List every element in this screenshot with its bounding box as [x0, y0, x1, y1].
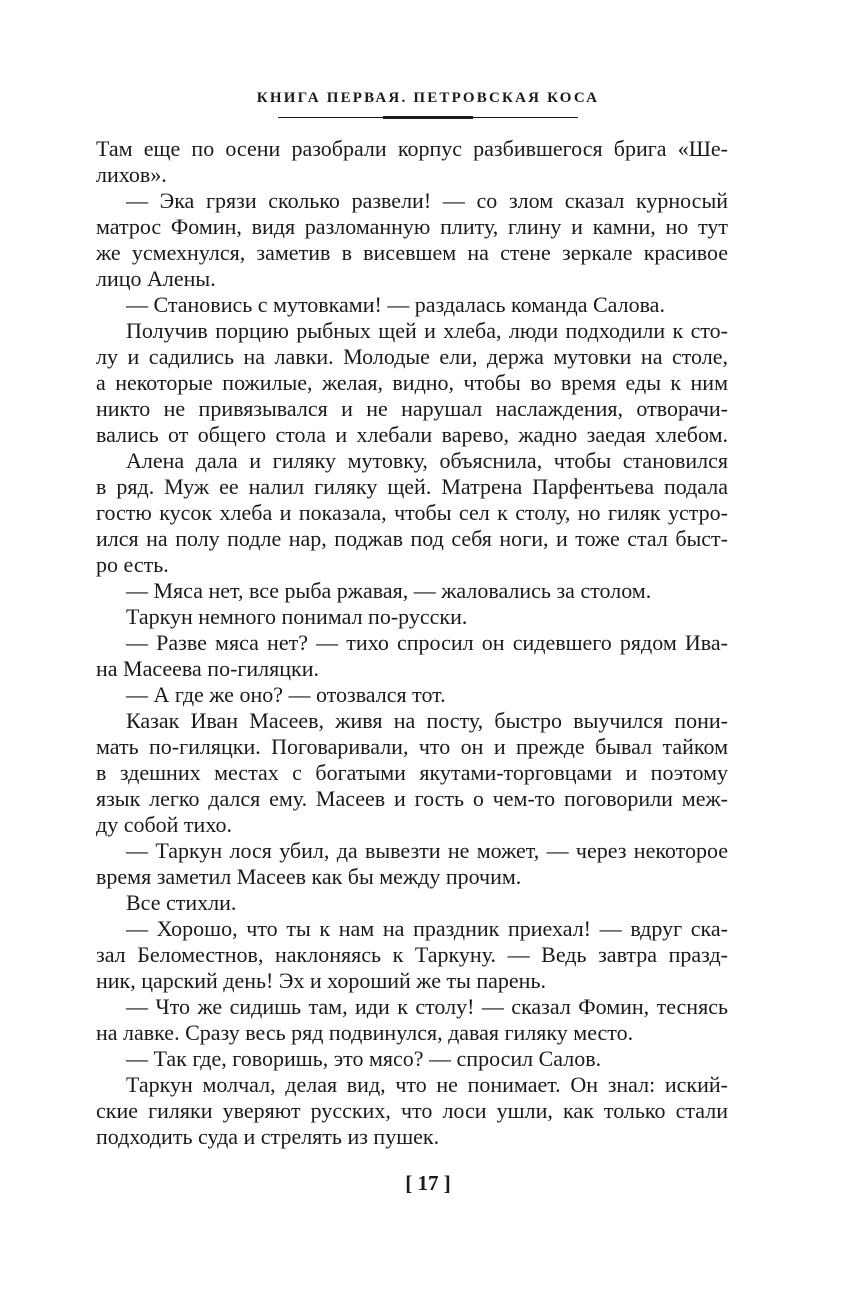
text-line: ские гиляки уверяют русских, что лоси ушли, как только стали — [96, 1098, 728, 1123]
text-line: — Хорошо, что ты к нам на праздник приехал! — вдруг ска- — [126, 916, 728, 941]
text-line: на Масеева по-гиляцки. — [96, 656, 320, 681]
text-line: ро есть. — [96, 552, 169, 577]
text-line: — Таркун лося убил, да вывезти не может, — через некоторое — [126, 838, 728, 863]
text-line: гостю кусок хлеба и показала, чтобы сел к столу, но гиляк устро- — [96, 500, 728, 525]
text-line: — Так где, говоришь, это мясо? — спросил Салов. — [126, 1046, 602, 1071]
text-line: Таркун молчал, делая вид, что не понимает. Он знал: иский- — [126, 1072, 728, 1097]
text-line: — Становись с мутовками! — раздалась команда Салова. — [126, 292, 665, 317]
text-line: вались от общего стола и хлебали варево, жадно заедая хлебом. — [96, 422, 728, 447]
text-line: а некоторые пожилые, желая, видно, чтобы во время еды к ним — [96, 370, 728, 395]
text-line: в здешних местах с богатыми якутами-торговцами и поэтому — [96, 760, 728, 785]
text-line: мать по-гиляцки. Поговаривали, что он и прежде бывал тайком — [96, 734, 728, 759]
running-head: КНИГА ПЕРВАЯ. ПЕТРОВСКАЯ КОСА — [256, 90, 600, 106]
text-line: в ряд. Муж ее налил гиляку щей. Матрена Парфентьева подала — [96, 474, 728, 499]
text-line: подходить суда и стрелять из пушек. — [96, 1124, 440, 1149]
text-line: — Эка грязи сколько развели! — со злом сказал курносый — [126, 188, 728, 213]
text-line: лихов». — [96, 162, 167, 187]
text-line: Все стихли. — [126, 890, 237, 915]
text-line: никто не привязывался и не нарушал наслаждения, отворачи- — [96, 396, 728, 421]
text-line: ился на полу подле нар, поджав под себя ноги, и тоже стал быст- — [96, 526, 728, 551]
text-line: на лавке. Сразу весь ряд подвинулся, давая гиляку место. — [96, 1020, 634, 1045]
text-line: лицо Алены. — [96, 266, 216, 291]
text-line: Таркун немного понимал по-русски. — [126, 604, 468, 629]
text-line: зал Беломестнов, наклоняясь к Таркуну. — Ведь завтра празд- — [96, 942, 728, 967]
text-line: ник, царский день! Эх и хороший же ты парень. — [96, 968, 546, 993]
text-line: — А где же оно? — отозвался тот. — [126, 682, 446, 707]
text-line: же усмехнулся, заметив в висевшем на стене зеркале красивое — [96, 240, 728, 265]
page-number: [ 17 ] — [405, 1171, 451, 1195]
text-line: Получив порцию рыбных щей и хлеба, люди подходили к сто- — [126, 318, 728, 343]
text-line: Алена дала и гиляку мутовку, объяснила, чтобы становился — [126, 448, 728, 473]
text-line: матрос Фомин, видя разломанную плиту, глину и камни, но тут — [96, 214, 728, 239]
text-line: язык легко дался ему. Масеев и гость о чем-то поговорили меж- — [96, 786, 728, 811]
header-rule — [0, 114, 856, 122]
text-line: — Разве мяса нет? — тихо спросил он сидевшего рядом Ива- — [126, 630, 728, 655]
header-rule-thick — [383, 116, 473, 119]
text-line: Там еще по осени разобрали корпус разбившегося брига «Ше- — [96, 136, 728, 161]
text-line: Казак Иван Масеев, живя на посту, быстро выучился пони- — [126, 708, 728, 733]
text-line: лу и садились на лавки. Молодые ели, держа мутовки на столе, — [96, 344, 728, 369]
text-line: — Мяса нет, все рыба ржавая, — жаловались за столом. — [126, 578, 652, 603]
body-text — [96, 136, 728, 1150]
text-line: ду собой тихо. — [96, 812, 232, 837]
text-line: — Что же сидишь там, иди к столу! — сказал Фомин, теснясь — [126, 994, 728, 1019]
text-line: время заметил Масеев как бы между прочим. — [96, 864, 522, 889]
